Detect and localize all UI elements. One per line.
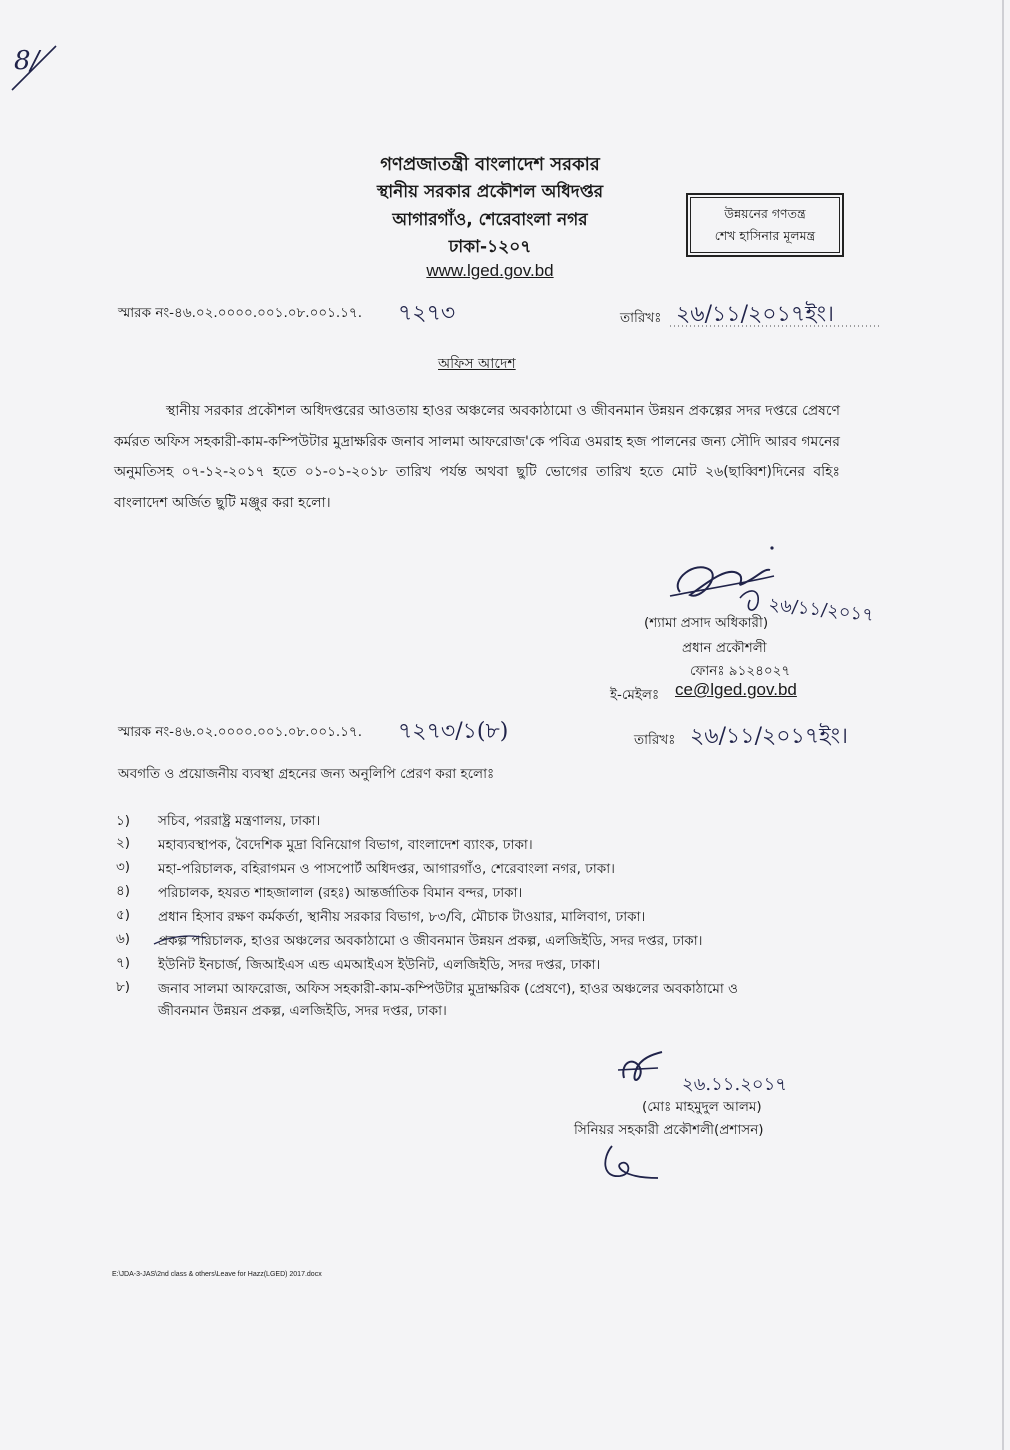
- signatory-1-email-label: ই-মেইলঃ: [610, 687, 660, 703]
- recipient-num: ৫): [116, 907, 131, 923]
- memo2-ref-handwritten: ৭২৭৩/১(৮): [398, 719, 509, 744]
- signature-1-date: ২৬/১১/২০১৭: [767, 594, 875, 627]
- website-link[interactable]: www.lged.gov.bd: [426, 261, 554, 280]
- recipient-item: ইউনিট ইনচার্জ, জিআইএস এন্ড এমআইএস ইউনিট, এলজিইডি, সদর দপ্তর, ঢাকা।: [158, 957, 601, 973]
- recipient-item: প্রধান হিসাব রক্ষণ কর্মকর্তা, স্থানীয় সরকার বিভাগ, ৮৩/বি, মৌচাক টাওয়ার, মালিবাগ, ঢাকা।: [158, 909, 646, 925]
- signature-2-date: ২৬.১১.২০১৭: [682, 1074, 788, 1095]
- recipient-item-continuation: জীবনমান উন্নয়ন প্রকল্প, এলজিইডি, সদর দপ্তর, ঢাকা।: [158, 1003, 447, 1019]
- page-mark: 8/: [14, 46, 40, 76]
- city-line: ঢাকা-১২০৭: [448, 237, 532, 257]
- page-mark-slash: [10, 44, 60, 94]
- recipient-item: জনাব সালমা আফরোজ, অফিস সহকারী-কাম-কম্পিউটার মুদ্রাক্ষরিক (প্রেষণে), হাওর অঞ্চলের অবকাঠামো ও: [158, 981, 738, 997]
- recipient-num: ৩): [116, 859, 131, 875]
- recipient-item: সচিব, পররাষ্ট্র মন্ত্রণালয়, ঢাকা।: [158, 813, 321, 829]
- memo-ref-handwritten: ৭২৭৩: [398, 301, 456, 326]
- order-body: [114, 396, 840, 518]
- memo2-ref-label: স্মারক নং-৪৬.০২.০০০০.০০১.০৮.০০১.১৭.: [118, 724, 363, 740]
- recipient-num: ৮): [116, 979, 131, 995]
- recipient-item: মহাব্যবস্থাপক, বৈদেশিক মুদ্রা বিনিয়োগ বিভাগ, বাংলাদেশ ব্যাংক, ঢাকা।: [158, 837, 533, 853]
- memo-date-label: তারিখঃ: [620, 310, 662, 326]
- slogan-line-1: উন্নয়নের গণতন্ত্র: [724, 206, 806, 221]
- copy-intro: অবগতি ও প্রয়োজনীয় ব্যবস্থা গ্রহনের জন্য অনুলিপি প্রেরণ করা হলোঃ: [118, 766, 495, 782]
- office-order-title: অফিস আদেশ: [438, 356, 516, 372]
- page-edge: [1002, 0, 1004, 1450]
- recipient-num: ৪): [116, 883, 131, 899]
- signatory-1-name: (শ্যামা প্রসাদ অধিকারী): [644, 615, 769, 631]
- recipient-num: ৭): [116, 955, 131, 971]
- signature-2: [610, 1048, 870, 1098]
- memo-date-dotline: [670, 324, 880, 330]
- dept-title: স্থানীয় সরকার প্রকৌশল অধিদপ্তর: [376, 182, 604, 202]
- signatory-1-designation: প্রধান প্রকৌশলী: [682, 640, 767, 656]
- slogan-line-2: শেখ হাসিনার মূলমন্ত্র: [714, 228, 816, 243]
- memo-date-handwritten: ২৬/১১/২০১৭ইং।: [676, 302, 834, 327]
- recipient-item: মহা-পরিচালক, বহিরাগমন ও পাসপোর্ট অধিদপ্তর, আগারগাঁও, শেরেবাংলা নগর, ঢাকা।: [158, 861, 615, 877]
- memo2-date-label: তারিখঃ: [634, 732, 676, 748]
- signatory-1-email[interactable]: ce@lged.gov.bd: [675, 680, 797, 699]
- pen-annotation: [150, 926, 210, 966]
- signatory-2-designation: সিনিয়র সহকারী প্রকৌশলী(প্রশাসন): [574, 1122, 764, 1138]
- recipient-item: পরিচালক, হযরত শাহজালাল (রহঃ) আন্তর্জাতিক বিমান বন্দর, ঢাকা।: [158, 885, 523, 901]
- recipient-num: ২): [116, 835, 131, 851]
- recipient-num: ১): [116, 813, 131, 829]
- initial-mark: [598, 1138, 668, 1184]
- memo2-date-handwritten: ২৬/১১/২০১৭ইং।: [690, 724, 848, 749]
- order-body-text: স্থানীয় সরকার প্রকৌশল অধিদপ্তরের আওতায় হাওর অঞ্চলের অবকাঠামো ও জীবনমান উন্নয়ন প্রকল্পের সদর দপ্তরে প্রেষণে কর্মরত অফিস সহকারী-কাম-কম্পিউটার মুদ্রাক্ষরিক জনাব সালমা আফরোজ'কে পবিত্র ওমরাহ হজ পালনের জন্য সৌদি আরব গমনের অনুমতিসহ ০৭-১২-২০১৭ হতে ০১-০১-২০১৮ তারিখ পর্যন্ত অথবা ছুটি ভোগের তারিখ হতে মোট ২৬(ছাব্বিশ)দিনের বহিঃ বাংলাদেশ অর্জিত ছুটি মঞ্জুর করা হলো।: [114, 403, 841, 511]
- file-path: E:\JDA-3-JAS\2nd class & others\Leave for Hazz(LGED) 2017.docx: [112, 1271, 322, 1278]
- recipient-item: প্রকল্প পরিচালক, হাওর অঞ্চলের অবকাঠামো ও জীবনমান উন্নয়ন প্রকল্প, এলজিইডি, সদর দপ্তর, ঢাকা।: [158, 933, 703, 949]
- signatory-1-phone: ফোনঃ ৯১২৪০২৭: [690, 663, 791, 679]
- signatory-2-name: (মোঃ মাহমুদুল আলম): [642, 1099, 762, 1115]
- memo-ref-label: স্মারক নং-৪৬.০২.০০০০.০০১.০৮.০০১.১৭.: [118, 305, 363, 321]
- recipient-num: ৬): [116, 931, 131, 947]
- address-line: আগারগাঁও, শেরেবাংলা নগর: [392, 210, 588, 230]
- slogan-box: [686, 193, 844, 257]
- gov-title: গণপ্রজাতন্ত্রী বাংলাদেশ সরকার: [380, 154, 600, 175]
